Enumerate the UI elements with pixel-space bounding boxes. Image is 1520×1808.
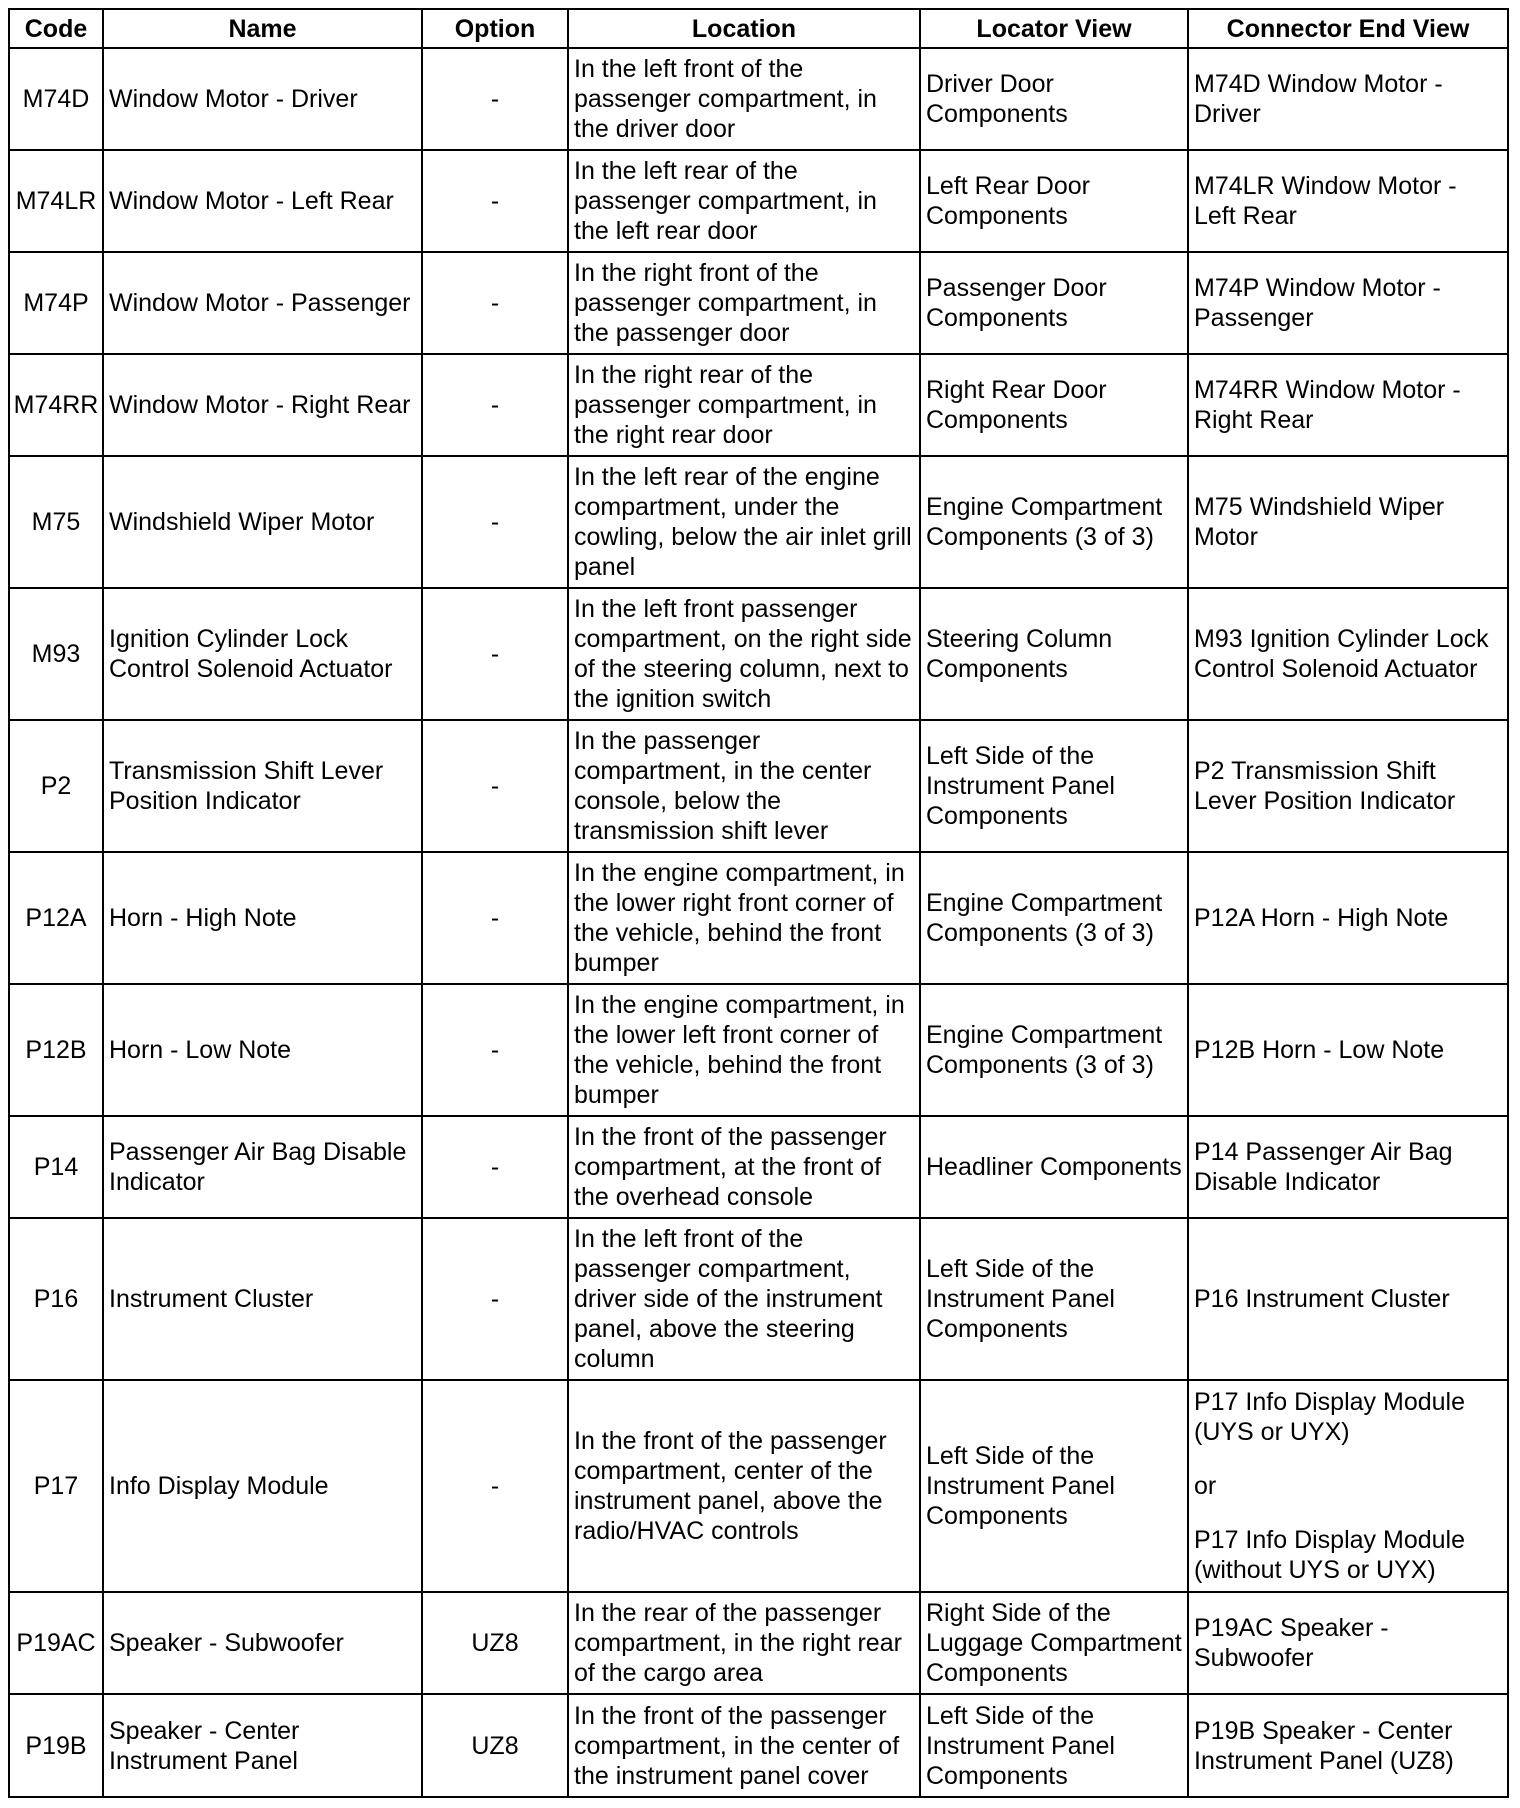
name-cell: Ignition Cylinder Lock Control Solenoid Actuator	[103, 588, 422, 720]
connector-end-view-cell	[1188, 252, 1508, 354]
location-cell: In the left rear of the passenger compartment, in the left rear door	[568, 150, 920, 252]
locator-view-cell: Left Rear Door Components	[920, 150, 1188, 252]
option-cell: UZ8	[422, 1694, 568, 1797]
locator-view-cell: Left Side of the Instrument Panel Components	[920, 1380, 1188, 1592]
location-cell: In the front of the passenger compartment, in the center of the instrument panel cover	[568, 1694, 920, 1797]
locator-view-cell: Engine Compartment Components (3 of 3)	[920, 456, 1188, 588]
locator-view-cell: Right Rear Door Components	[920, 354, 1188, 456]
connector-end-view-cell	[1188, 1218, 1508, 1380]
option-cell: -	[422, 252, 568, 354]
connector-end-view-line: M74RR Window Motor - Right Rear	[1194, 376, 1461, 434]
locator-view-cell: Left Side of the Instrument Panel Components	[920, 720, 1188, 852]
connector-end-view-cell	[1188, 1380, 1508, 1592]
locator-view-cell: Headliner Components	[920, 1116, 1188, 1218]
table-row	[9, 48, 1508, 150]
connector-end-view-line: or	[1194, 1472, 1217, 1500]
connector-end-view-line: P19B Speaker - Center Instrument Panel (UZ8)	[1194, 1716, 1454, 1775]
table-row	[9, 252, 1508, 354]
locator-view-cell: Engine Compartment Components (3 of 3)	[920, 852, 1188, 984]
code-cell: M93	[9, 588, 103, 720]
option-cell: -	[422, 984, 568, 1116]
connector-end-view-line: M75 Windshield Wiper Motor	[1194, 493, 1445, 551]
location-cell: In the left front passenger compartment, on the right side of the steering column, next to the ignition switch	[568, 588, 920, 720]
option-cell: -	[422, 1116, 568, 1218]
table-row	[9, 1380, 1508, 1592]
option-cell: -	[422, 1380, 568, 1592]
code-cell: P19AC	[9, 1592, 103, 1694]
name-cell: Windshield Wiper Motor	[103, 456, 422, 588]
code-cell: P17	[9, 1380, 103, 1592]
option-cell: -	[422, 456, 568, 588]
locator-view-cell: Driver Door Components	[920, 48, 1188, 150]
code-cell: P14	[9, 1116, 103, 1218]
table-row	[9, 1694, 1508, 1797]
locator-view-cell: Steering Column Components	[920, 588, 1188, 720]
code-cell: P12B	[9, 984, 103, 1116]
connector-end-view-cell	[1188, 48, 1508, 150]
location-cell: In the engine compartment, in the lower right front corner of the vehicle, behind the front bumper	[568, 852, 920, 984]
name-cell: Instrument Cluster	[103, 1218, 422, 1380]
code-cell: P2	[9, 720, 103, 852]
code-cell: P16	[9, 1218, 103, 1380]
connector-end-view-line: P12B Horn - Low Note	[1194, 1036, 1445, 1064]
component-locator-table	[8, 8, 1509, 1798]
connector-end-view-line: P12A Horn - High Note	[1194, 904, 1449, 932]
connector-end-view-cell	[1188, 720, 1508, 852]
option-cell: -	[422, 852, 568, 984]
name-cell: Window Motor - Passenger	[103, 252, 422, 354]
code-cell: M75	[9, 456, 103, 588]
connector-end-view-cell	[1188, 1592, 1508, 1694]
header-location: Location	[568, 9, 920, 48]
connector-end-view-line: M74D Window Motor - Driver	[1194, 70, 1443, 128]
name-cell: Horn - Low Note	[103, 984, 422, 1116]
table-row	[9, 588, 1508, 720]
location-cell: In the front of the passenger compartment, at the front of the overhead console	[568, 1116, 920, 1218]
connector-end-view-line: P17 Info Display Module (without UYS or UYX)	[1194, 1526, 1465, 1584]
header-name: Name	[103, 9, 422, 48]
locator-view-cell: Passenger Door Components	[920, 252, 1188, 354]
connector-end-view-cell	[1188, 588, 1508, 720]
table-row	[9, 150, 1508, 252]
table-row	[9, 1116, 1508, 1218]
table-row	[9, 852, 1508, 984]
location-cell: In the passenger compartment, in the center console, below the transmission shift lever	[568, 720, 920, 852]
name-cell: Horn - High Note	[103, 852, 422, 984]
connector-end-view-line: M74LR Window Motor - Left Rear	[1194, 172, 1457, 230]
name-cell: Info Display Module	[103, 1380, 422, 1592]
name-cell: Speaker - Subwoofer	[103, 1592, 422, 1694]
code-cell: P12A	[9, 852, 103, 984]
connector-end-view-line: P17 Info Display Module (UYS or UYX)	[1194, 1388, 1465, 1446]
connector-end-view-cell	[1188, 354, 1508, 456]
table-row	[9, 456, 1508, 588]
locator-view-cell: Right Side of the Luggage Compartment Components	[920, 1592, 1188, 1694]
table-row	[9, 1218, 1508, 1380]
location-cell: In the right front of the passenger compartment, in the passenger door	[568, 252, 920, 354]
name-cell: Transmission Shift Lever Position Indicator	[103, 720, 422, 852]
location-cell: In the right rear of the passenger compartment, in the right rear door	[568, 354, 920, 456]
table-row	[9, 354, 1508, 456]
connector-end-view-line: P19AC Speaker - Subwoofer	[1194, 1614, 1389, 1672]
header-locator-view: Locator View	[920, 9, 1188, 48]
name-cell: Window Motor - Left Rear	[103, 150, 422, 252]
location-cell: In the left rear of the engine compartment, under the cowling, below the air inlet grill panel	[568, 456, 920, 588]
connector-end-view-line: M93 Ignition Cylinder Lock Control Solenoid Actuator	[1194, 625, 1489, 683]
code-cell: M74D	[9, 48, 103, 150]
connector-end-view-line: P2 Transmission Shift Lever Position Indicator	[1194, 757, 1456, 815]
option-cell: -	[422, 588, 568, 720]
name-cell: Passenger Air Bag Disable Indicator	[103, 1116, 422, 1218]
option-cell: -	[422, 354, 568, 456]
code-cell: M74LR	[9, 150, 103, 252]
connector-end-view-cell	[1188, 1116, 1508, 1218]
code-cell: P19B	[9, 1694, 103, 1797]
location-cell: In the rear of the passenger compartment, in the right rear of the cargo area	[568, 1592, 920, 1694]
name-cell: Window Motor - Right Rear	[103, 354, 422, 456]
connector-end-view-cell	[1188, 1694, 1508, 1797]
option-cell: -	[422, 720, 568, 852]
option-cell: -	[422, 150, 568, 252]
locator-view-cell: Left Side of the Instrument Panel Components	[920, 1694, 1188, 1797]
connector-end-view-cell	[1188, 150, 1508, 252]
header-row	[9, 9, 1508, 48]
option-cell: UZ8	[422, 1592, 568, 1694]
location-cell: In the front of the passenger compartment, center of the instrument panel, above the radio/HVAC controls	[568, 1380, 920, 1592]
option-cell: -	[422, 1218, 568, 1380]
code-cell: M74RR	[9, 354, 103, 456]
connector-end-view-cell	[1188, 852, 1508, 984]
table-row	[9, 720, 1508, 852]
locator-view-cell: Engine Compartment Components (3 of 3)	[920, 984, 1188, 1116]
table-row	[9, 1592, 1508, 1694]
header-option: Option	[422, 9, 568, 48]
connector-end-view-cell	[1188, 984, 1508, 1116]
header-connector-end-view: Connector End View	[1188, 9, 1508, 48]
location-cell: In the left front of the passenger compartment, driver side of the instrument panel, above the steering column	[568, 1218, 920, 1380]
option-cell: -	[422, 48, 568, 150]
connector-end-view-line: P16 Instrument Cluster	[1194, 1285, 1450, 1313]
table-row	[9, 984, 1508, 1116]
name-cell: Speaker - Center Instrument Panel	[103, 1694, 422, 1797]
name-cell: Window Motor - Driver	[103, 48, 422, 150]
locator-view-cell: Left Side of the Instrument Panel Components	[920, 1218, 1188, 1380]
connector-end-view-cell	[1188, 456, 1508, 588]
code-cell: M74P	[9, 252, 103, 354]
location-cell: In the left front of the passenger compartment, in the driver door	[568, 48, 920, 150]
connector-end-view-line: P14 Passenger Air Bag Disable Indicator	[1194, 1138, 1453, 1196]
header-code: Code	[9, 9, 103, 48]
location-cell: In the engine compartment, in the lower left front corner of the vehicle, behind the front bumper	[568, 984, 920, 1116]
connector-end-view-line: M74P Window Motor - Passenger	[1194, 274, 1441, 332]
